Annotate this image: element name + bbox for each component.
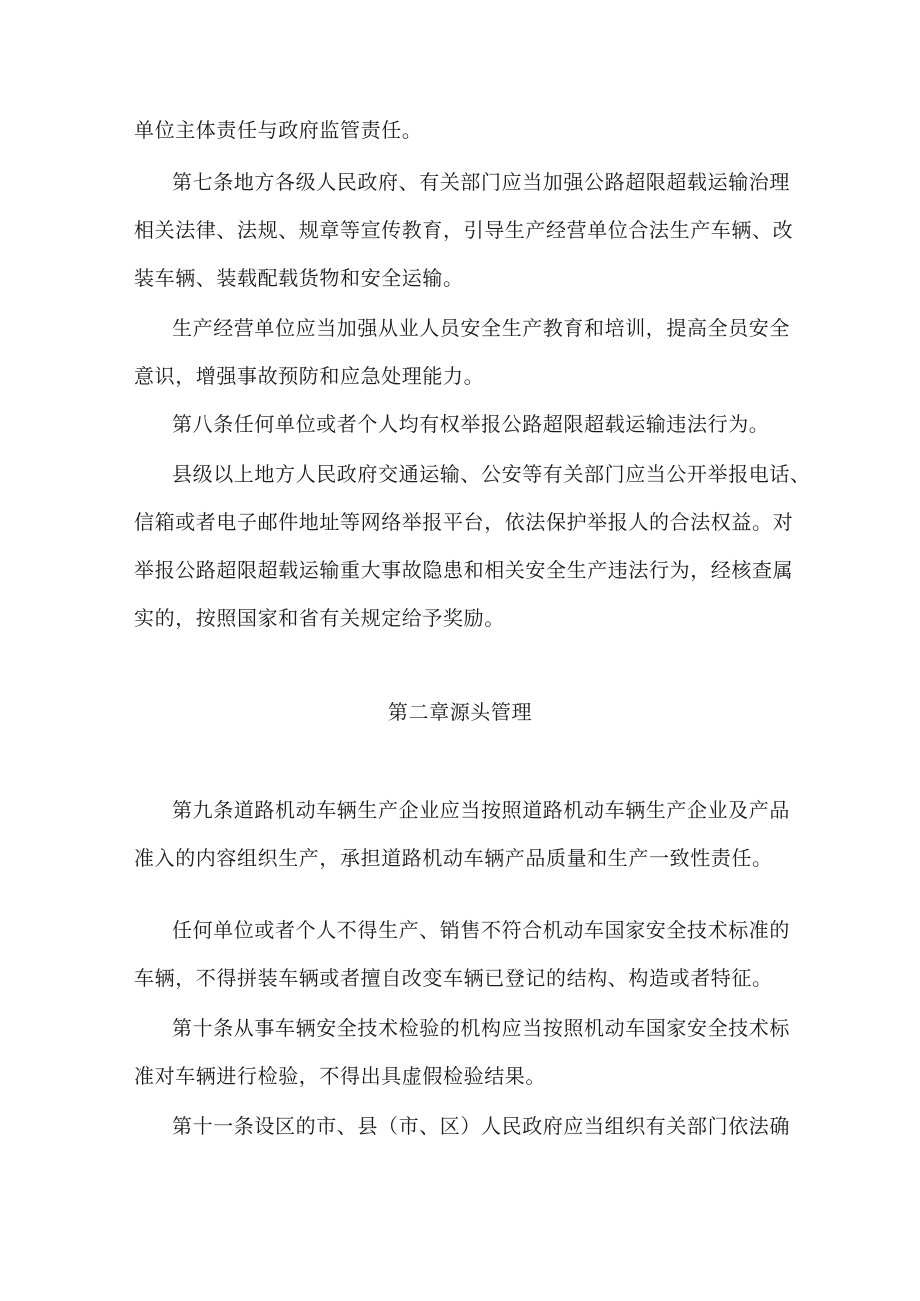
- text-line: 车辆，不得拼装车辆或者擅自改变车辆已登记的结构、构造或者特征。: [134, 966, 773, 990]
- text-line: 第十一条设区的市、县（市、区）人民政府应当组织有关部门依法确: [172, 1114, 790, 1138]
- text-line: 装车辆、装载配载货物和安全运输。: [134, 266, 464, 290]
- text-line: 生产经营单位应当加强从业人员安全生产教育和培训，提高全员安全: [172, 316, 790, 340]
- text-line: 实的，按照国家和省有关规定给予奖励。: [134, 606, 505, 630]
- text-line: 第十条从事车辆安全技术检验的机构应当按照机动车国家安全技术标: [172, 1016, 790, 1040]
- chapter-heading: 第二章源头管理: [387, 700, 533, 724]
- text-line: 信箱或者电子邮件地址等网络举报平台，依法保护举报人的合法权益。对: [134, 510, 794, 534]
- text-line: 第八条任何单位或者个人均有权举报公路超限超载运输违法行为。: [172, 412, 770, 436]
- text-line: 准对车辆进行检验，不得出具虚假检验结果。: [134, 1064, 546, 1088]
- text-line: 相关法律、法规、规章等宣传教育，引导生产经营单位合法生产车辆、改: [134, 218, 794, 242]
- text-line: 单位主体责任与政府监管责任。: [134, 118, 423, 142]
- text-line: 任何单位或者个人不得生产、销售不符合机动车国家安全技术标准的: [172, 918, 790, 942]
- text-line: 第七条地方各级人民政府、有关部门应当加强公路超限超载运输治理: [172, 170, 790, 194]
- text-line: 举报公路超限超载运输重大事故隐患和相关安全生产违法行为，经核查属: [134, 558, 794, 582]
- text-line: 准入的内容组织生产，承担道路机动车辆产品质量和生产一致性责任。: [134, 846, 773, 870]
- text-line: 县级以上地方人民政府交通运输、公安等有关部门应当公开举报电话、: [172, 462, 811, 486]
- text-line: 意识，增强事故预防和应急处理能力。: [134, 364, 485, 388]
- text-line: 第九条道路机动车辆生产企业应当按照道路机动车辆生产企业及产品: [172, 798, 790, 822]
